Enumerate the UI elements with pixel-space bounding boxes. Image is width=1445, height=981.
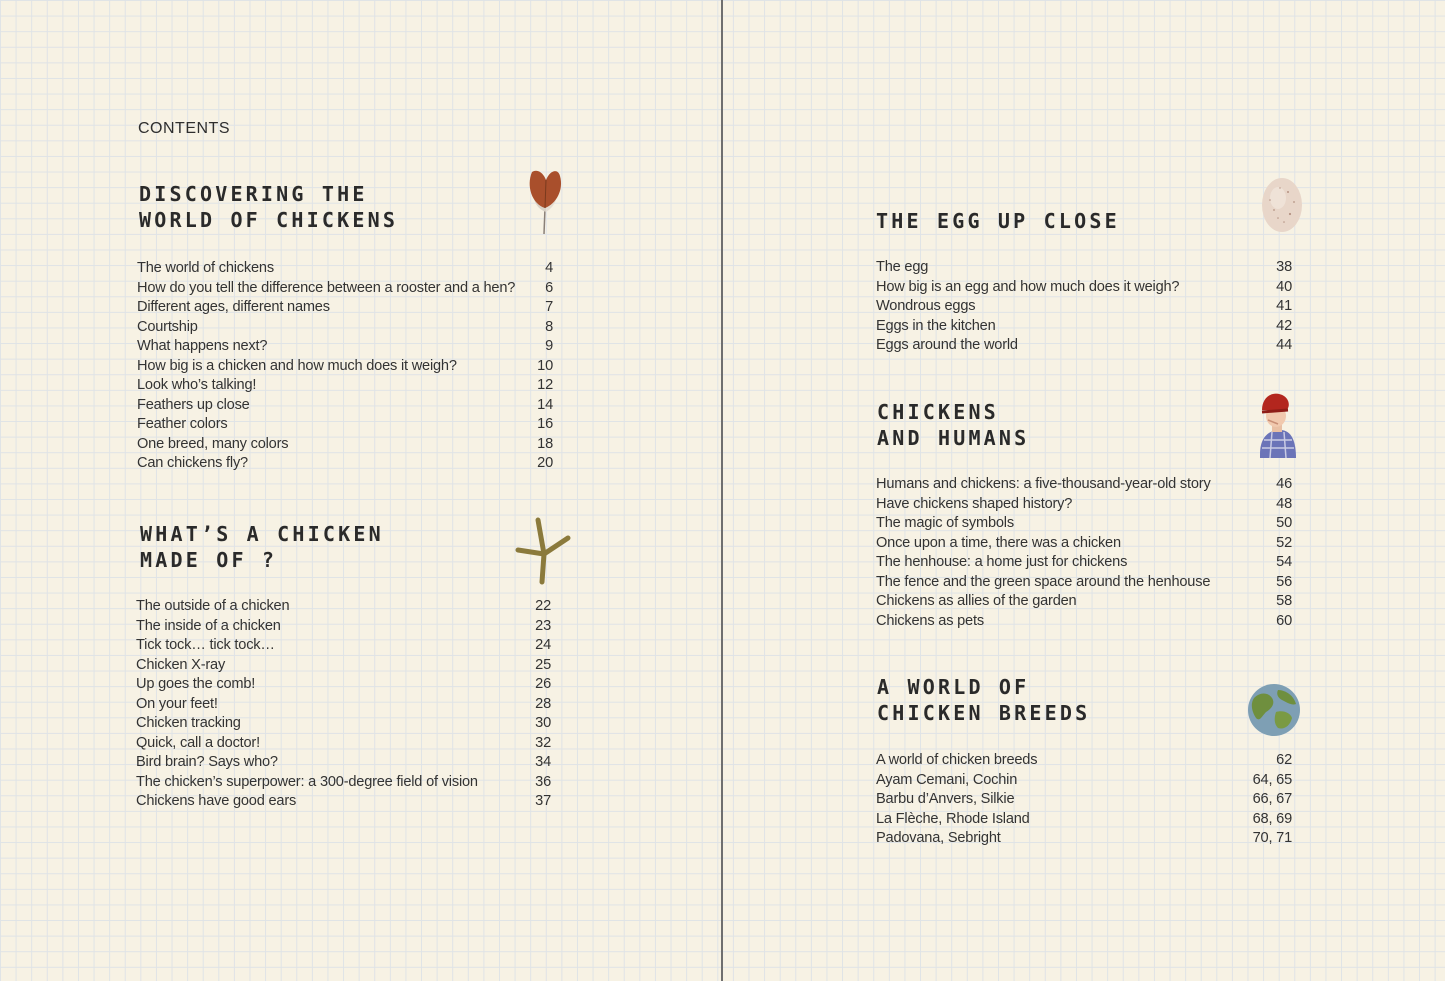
entry-page: 10 xyxy=(537,357,553,374)
heading-line: WORLD OF CHICKENS xyxy=(139,208,399,232)
entry-title: Chickens have good ears xyxy=(136,793,297,809)
toc-entry[interactable] xyxy=(876,790,1292,810)
globe-icon xyxy=(1246,682,1302,738)
toc-entry[interactable] xyxy=(137,357,553,377)
entry-title: Courtship xyxy=(137,318,198,335)
entry-title: Eggs in the kitchen xyxy=(876,317,996,334)
entry-page: 60 xyxy=(1276,612,1292,629)
toc-entry[interactable] xyxy=(136,597,551,617)
entry-title: One breed, many colors xyxy=(137,435,289,452)
entry-page: 52 xyxy=(1276,534,1292,551)
entry-page: 50 xyxy=(1276,515,1292,531)
entry-title: Different ages, different names xyxy=(137,299,330,315)
toc-entry[interactable] xyxy=(876,495,1292,515)
toc-list-humans xyxy=(876,475,1292,631)
entry-title: Wondrous eggs xyxy=(876,298,976,314)
heading-line: A WORLD OF xyxy=(877,675,1030,699)
entry-title: On your feet! xyxy=(136,695,218,712)
section-heading-humans xyxy=(877,399,1029,451)
toc-entry[interactable] xyxy=(136,656,551,676)
entry-page: 36 xyxy=(535,773,551,790)
toc-entry[interactable] xyxy=(876,810,1292,830)
entry-page: 28 xyxy=(535,695,551,712)
entry-title: Humans and chickens: a five-thousand-year-old story xyxy=(876,476,1211,492)
entry-title: How big is an egg and how much does it weigh? xyxy=(876,278,1180,295)
toc-entry[interactable] xyxy=(876,612,1292,632)
toc-entry[interactable] xyxy=(876,317,1292,337)
feather-icon xyxy=(522,164,566,238)
toc-entry[interactable] xyxy=(136,753,551,773)
entry-title: Ayam Cemani, Cochin xyxy=(876,771,1018,788)
entry-title: Bird brain? Says who? xyxy=(136,754,278,770)
heading-line: CHICKENS xyxy=(877,400,999,424)
entry-page: 30 xyxy=(535,715,551,731)
entry-title: Chickens as allies of the garden xyxy=(876,593,1077,609)
entry-title: The egg xyxy=(876,259,929,275)
section-heading-made-of xyxy=(140,521,384,573)
person-icon xyxy=(1250,390,1300,462)
contents-title: CONTENTS xyxy=(138,120,230,137)
entry-page: 41 xyxy=(1276,298,1292,314)
entry-title: Can chickens fly? xyxy=(137,455,248,471)
toc-entry[interactable] xyxy=(137,337,553,357)
egg-icon xyxy=(1258,174,1306,234)
entry-title: La Flèche, Rhode Island xyxy=(876,810,1030,827)
entry-title: Look who’s talking! xyxy=(137,377,257,393)
entry-page: 42 xyxy=(1276,317,1292,334)
heading-line: CHICKEN BREEDS xyxy=(877,701,1091,725)
heading-line: THE EGG UP CLOSE xyxy=(876,209,1120,233)
toc-entry[interactable] xyxy=(136,636,551,656)
entry-page: 66, 67 xyxy=(1252,791,1292,807)
entry-page: 68, 69 xyxy=(1252,810,1292,827)
entry-page: 34 xyxy=(535,754,551,770)
entry-title: Tick tock… tick tock… xyxy=(136,637,275,653)
entry-title: Have chickens shaped history? xyxy=(876,495,1073,512)
entry-page: 38 xyxy=(1276,259,1292,275)
entry-title: What happens next? xyxy=(137,338,268,354)
entry-title: How big is a chicken and how much does it weigh? xyxy=(137,357,457,374)
entry-page: 20 xyxy=(537,455,553,471)
entry-title: Quick, call a doctor! xyxy=(136,734,260,751)
entry-title: Chicken X-ray xyxy=(136,656,226,673)
entry-title: How do you tell the difference between a rooster and a hen? xyxy=(137,279,516,296)
entry-page: 22 xyxy=(535,598,551,614)
entry-title: The world of chickens xyxy=(137,260,274,276)
entry-page: 12 xyxy=(537,377,553,393)
toc-entry[interactable] xyxy=(876,534,1292,554)
entry-page: 40 xyxy=(1276,278,1292,295)
toc-entry[interactable] xyxy=(136,714,551,734)
entry-page: 7 xyxy=(545,299,553,315)
entry-page: 58 xyxy=(1276,593,1292,609)
toc-entry[interactable] xyxy=(137,435,553,455)
chicken-foot-icon xyxy=(514,516,572,586)
entry-page: 18 xyxy=(537,435,553,452)
heading-line: WHAT’S A CHICKEN xyxy=(140,522,384,546)
toc-entry[interactable] xyxy=(137,415,553,435)
toc-entry[interactable] xyxy=(876,278,1292,298)
section-heading-breeds xyxy=(877,674,1090,726)
entry-title: The henhouse: a home just for chickens xyxy=(876,554,1128,570)
toc-entry[interactable] xyxy=(876,514,1292,534)
entry-page: 44 xyxy=(1276,337,1292,353)
entry-title: Chickens as pets xyxy=(876,612,984,629)
toc-entry[interactable] xyxy=(876,771,1292,791)
heading-line: MADE OF ? xyxy=(140,548,278,572)
entry-title: The magic of symbols xyxy=(876,515,1014,531)
entry-page: 4 xyxy=(545,260,553,276)
toc-entry[interactable] xyxy=(137,259,553,279)
toc-entry[interactable] xyxy=(136,773,551,793)
entry-page: 48 xyxy=(1276,495,1292,512)
toc-entry[interactable] xyxy=(876,592,1292,612)
heading-line: AND HUMANS xyxy=(877,426,1030,450)
toc-entry[interactable] xyxy=(137,279,553,299)
entry-page: 54 xyxy=(1276,554,1292,570)
entry-title: Feathers up close xyxy=(137,396,250,413)
entry-page: 14 xyxy=(537,396,553,413)
entry-page: 62 xyxy=(1276,752,1292,768)
toc-entry[interactable] xyxy=(136,675,551,695)
toc-list-made-of xyxy=(136,597,551,812)
entry-title: A world of chicken breeds xyxy=(876,752,1038,768)
toc-entry[interactable] xyxy=(137,376,553,396)
entry-page: 70, 71 xyxy=(1252,830,1292,846)
toc-entry[interactable] xyxy=(876,336,1292,356)
toc-entry[interactable] xyxy=(137,396,553,416)
toc-entry[interactable] xyxy=(136,734,551,754)
section-heading-egg xyxy=(876,208,1120,234)
toc-entry[interactable] xyxy=(136,617,551,637)
toc-entry[interactable] xyxy=(136,695,551,715)
toc-list-breeds xyxy=(876,751,1292,849)
entry-title: The outside of a chicken xyxy=(136,598,290,614)
book-gutter xyxy=(721,0,723,981)
entry-page: 64, 65 xyxy=(1252,771,1292,788)
toc-entry[interactable] xyxy=(137,454,553,474)
heading-line: DISCOVERING THE xyxy=(139,182,368,206)
entry-title: Once upon a time, there was a chicken xyxy=(876,534,1121,551)
toc-entry[interactable] xyxy=(876,297,1292,317)
toc-entry[interactable] xyxy=(876,573,1292,593)
entry-page: 25 xyxy=(535,656,551,673)
entry-title: Barbu d’Anvers, Silkie xyxy=(876,791,1015,807)
toc-list-egg xyxy=(876,258,1292,356)
entry-title: The inside of a chicken xyxy=(136,617,281,634)
entry-page: 23 xyxy=(535,617,551,634)
entry-page: 24 xyxy=(535,637,551,653)
entry-page: 46 xyxy=(1276,476,1292,492)
entry-title: Eggs around the world xyxy=(876,337,1018,353)
entry-page: 9 xyxy=(545,338,553,354)
entry-page: 26 xyxy=(535,676,551,692)
section-heading-discovering xyxy=(139,181,398,233)
toc-entry[interactable] xyxy=(876,553,1292,573)
entry-title: The chicken’s superpower: a 300-degree field of vision xyxy=(136,773,478,790)
entry-title: Feather colors xyxy=(137,416,228,432)
entry-title: The fence and the green space around the henhouse xyxy=(876,573,1211,590)
toc-entry[interactable] xyxy=(137,298,553,318)
toc-entry[interactable] xyxy=(876,751,1292,771)
entry-title: Chicken tracking xyxy=(136,715,241,731)
entry-page: 16 xyxy=(537,416,553,432)
entry-page: 6 xyxy=(545,279,553,296)
entry-page: 37 xyxy=(535,793,551,809)
toc-entry[interactable] xyxy=(876,475,1292,495)
toc-list-discovering xyxy=(137,259,553,474)
entry-title: Padovana, Sebright xyxy=(876,830,1001,846)
toc-entry[interactable] xyxy=(136,792,551,812)
entry-page: 32 xyxy=(535,734,551,751)
entry-page: 8 xyxy=(545,318,553,335)
toc-entry[interactable] xyxy=(876,829,1292,849)
toc-entry[interactable] xyxy=(137,318,553,338)
toc-entry[interactable] xyxy=(876,258,1292,278)
entry-page: 56 xyxy=(1276,573,1292,590)
entry-title: Up goes the comb! xyxy=(136,676,256,692)
